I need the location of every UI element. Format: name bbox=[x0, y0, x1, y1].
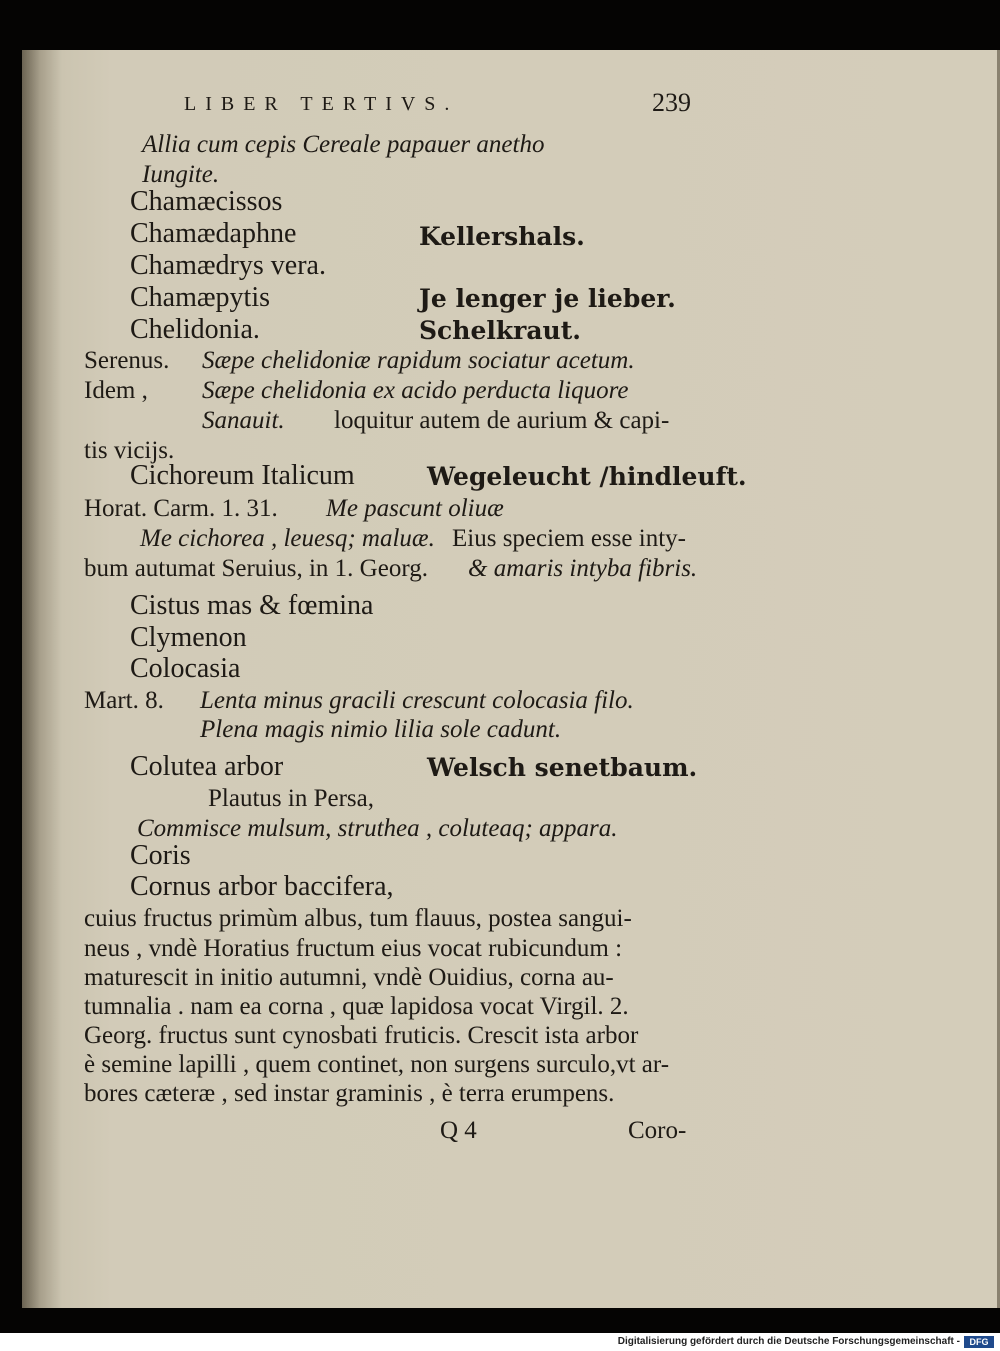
citation-source: Horat. Carm. 1. 31. bbox=[84, 495, 278, 522]
text-line: Iungite. bbox=[142, 161, 220, 188]
text-line: loquitur autem de aurium & capi- bbox=[334, 407, 670, 434]
text-line: tis vicijs. bbox=[84, 437, 175, 464]
citation-source: Mart. 8. bbox=[84, 687, 164, 714]
funding-credit: Digitalisierung gefördert durch die Deutsche Forschungsgemeinschaft - bbox=[617, 1336, 960, 1347]
catchword: Coro- bbox=[628, 1117, 687, 1144]
text-line: Eius speciem esse inty- bbox=[452, 525, 686, 552]
plant-entry: Chamædaphne bbox=[130, 218, 297, 249]
text-line: maturescit in initio autumni, vndè Ouidius, corna au- bbox=[84, 964, 614, 991]
text-line: bum autumat Seruius, in 1. Georg. bbox=[84, 555, 428, 582]
german-name: Kellershals. bbox=[419, 222, 585, 251]
text-line: Allia cum cepis Cereale papauer anetho bbox=[142, 131, 545, 158]
plant-entry: Cistus mas & fœmina bbox=[130, 590, 374, 621]
text-line: bores cæteræ , sed instar graminis , è terra erumpens. bbox=[84, 1080, 615, 1107]
citation-source: Serenus. bbox=[84, 347, 170, 374]
quote-line: & amaris intyba fibris. bbox=[468, 555, 698, 582]
german-name: Wegeleucht /hindleuft. bbox=[427, 462, 747, 491]
quote-line: Commisce mulsum, struthea , coluteaq; appara. bbox=[137, 815, 618, 842]
running-title: LIBER TERTIVS. bbox=[184, 93, 459, 115]
text-line: è semine lapilli , quem continet, non surgens surculo,vt ar- bbox=[84, 1051, 670, 1078]
quote-line: Lenta minus gracili crescunt colocasia filo. bbox=[200, 687, 634, 714]
plant-entry: Cichoreum Italicum bbox=[130, 460, 355, 491]
german-name: Schelkraut. bbox=[419, 316, 581, 345]
quote-line: Me pascunt oliuæ bbox=[326, 495, 504, 522]
page-number: 239 bbox=[652, 88, 691, 117]
plant-entry: Colutea arbor bbox=[130, 751, 284, 782]
citation-source: Idem , bbox=[84, 377, 148, 404]
quote-line: Sanauit. bbox=[202, 407, 285, 434]
digitization-footer bbox=[0, 1333, 1000, 1351]
plant-entry: Chamæpytis bbox=[130, 282, 271, 313]
text-line: neus , vndè Horatius fructum eius vocat rubicundum : bbox=[84, 935, 623, 962]
plant-entry: Chamæcissos bbox=[130, 186, 283, 217]
quote-line: Me cichorea , leuesq; maluæ. bbox=[140, 525, 435, 552]
plant-entry: Cornus arbor baccifera, bbox=[130, 871, 394, 902]
plant-entry: Chelidonia. bbox=[130, 314, 260, 345]
text-line: cuius fructus primùm albus, tum flauus, postea sangui- bbox=[84, 905, 632, 932]
text-line: Plautus in Persa, bbox=[208, 785, 374, 812]
signature-mark: Q 4 bbox=[440, 1117, 477, 1144]
plant-entry: Coris bbox=[130, 840, 191, 871]
plant-entry: Chamædrys vera. bbox=[130, 250, 326, 281]
quote-line: Sæpe chelidonia ex acido perducta liquore bbox=[202, 377, 629, 404]
dfg-logo: DFG bbox=[964, 1336, 994, 1348]
quote-line: Plena magis nimio lilia sole cadunt. bbox=[200, 716, 562, 743]
plant-entry: Colocasia bbox=[130, 653, 241, 684]
quote-line: Sæpe chelidoniæ rapidum sociatur acetum. bbox=[202, 347, 635, 374]
german-name: Je lenger je lieber. bbox=[419, 284, 676, 313]
book-page bbox=[22, 50, 1000, 1308]
plant-entry: Clymenon bbox=[130, 622, 247, 653]
text-line: Georg. fructus sunt cynosbati fruticis. Crescit ista arbor bbox=[84, 1022, 639, 1049]
german-name: Welsch senetbaum. bbox=[427, 753, 698, 782]
text-line: tumnalia . nam ea corna , quæ lapidosa vocat Virgil. 2. bbox=[84, 993, 629, 1020]
